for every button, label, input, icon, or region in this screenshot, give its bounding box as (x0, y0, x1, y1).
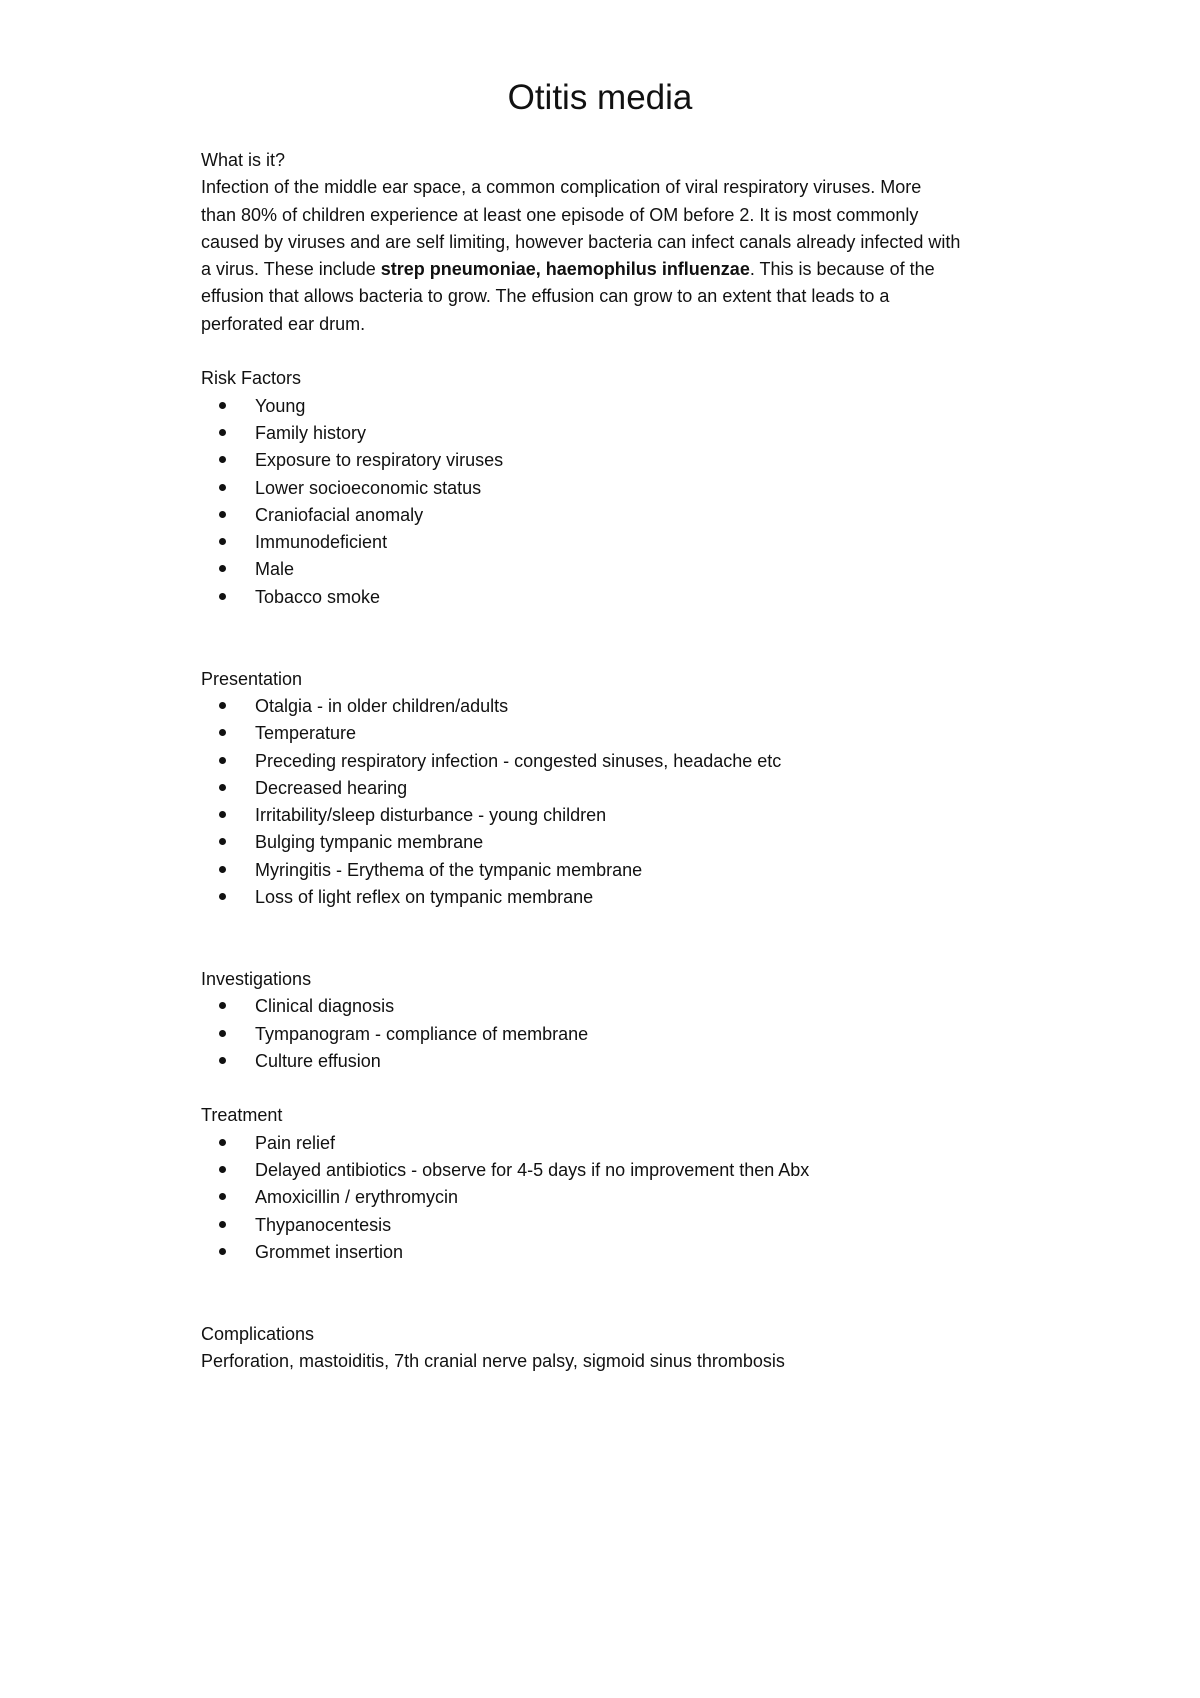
list-item-text: Immunodeficient (255, 532, 388, 553)
spacer (201, 1075, 1081, 1102)
bullet-icon (219, 866, 226, 873)
bullet-icon (219, 456, 226, 463)
document-body (201, 147, 1081, 1375)
bullet-icon (219, 1193, 226, 1200)
list-item (201, 884, 1081, 911)
list-item (201, 748, 1081, 775)
list-item (201, 1239, 1081, 1266)
bullet-icon (219, 1248, 226, 1255)
spacer (201, 911, 1081, 966)
list-item-text: Male (255, 559, 295, 580)
list-item-text: Culture effusion (255, 1050, 381, 1071)
line-text: effusion that allows bacteria to grow. The effusion can grow to an extent that leads to a (201, 286, 890, 307)
section-risk-factors (201, 365, 1081, 611)
line-text: than 80% of children experience at least one episode of OM before 2. It is most commonly (201, 204, 919, 225)
line-text: perforated ear drum. (201, 313, 366, 334)
list-item-text: Grommet insertion (255, 1241, 404, 1262)
list-item-text: Loss of light reflex on tympanic membrane (255, 887, 594, 908)
list-item (201, 475, 1081, 502)
complications-text: Perforation, mastoiditis, 7th cranial nerve palsy, sigmoid sinus thrombosis (201, 1351, 785, 1372)
list-item (201, 829, 1081, 856)
list-item (201, 775, 1081, 802)
bullet-icon (219, 811, 226, 818)
paragraph-line (201, 229, 1081, 256)
list-item-text: Preceding respiratory infection - congested sinuses, headache etc (255, 750, 782, 771)
list-item (201, 720, 1081, 747)
list-item-text: Delayed antibiotics - observe for 4-5 days if no improvement then Abx (255, 1159, 810, 1180)
list-item (201, 393, 1081, 420)
bullet-icon (219, 402, 226, 409)
section-heading: Complications (201, 1323, 315, 1344)
section-heading: Risk Factors (201, 368, 302, 389)
list-item-text: Decreased hearing (255, 777, 408, 798)
list-item (201, 802, 1081, 829)
list-item-text: Amoxicillin / erythromycin (255, 1187, 459, 1208)
line-text: . This is because of the (749, 259, 935, 280)
bullet-icon (219, 565, 226, 572)
bullet-icon (219, 784, 226, 791)
bullet-icon (219, 538, 226, 545)
section-heading: Presentation (201, 668, 303, 689)
paragraph-line (201, 174, 1081, 201)
list-item-text: Young (255, 395, 306, 416)
list-item-text: Bulging tympanic membrane (255, 832, 484, 853)
list-item-text: Tympanogram - compliance of membrane (255, 1023, 589, 1044)
section-complications (201, 1321, 1081, 1376)
list-item (201, 1048, 1081, 1075)
list-item (201, 993, 1081, 1020)
bullet-icon (219, 1221, 226, 1228)
bullet-icon (219, 1057, 226, 1064)
list-item (201, 556, 1081, 583)
bullet-icon (219, 1139, 226, 1146)
bullet-icon (219, 1166, 226, 1173)
page-title: Otitis media (507, 78, 693, 117)
list-item (201, 693, 1081, 720)
section-heading: Treatment (201, 1105, 283, 1126)
list-item-text: Thypanocentesis (255, 1214, 392, 1235)
bullet-icon (219, 484, 226, 491)
spacer (201, 1266, 1081, 1321)
presentation-list (201, 693, 1081, 911)
list-item-text: Myringitis - Erythema of the tympanic membrane (255, 859, 643, 880)
list-item (201, 857, 1081, 884)
bullet-icon (219, 702, 226, 709)
list-item (201, 1157, 1081, 1184)
list-item-text: Pain relief (255, 1132, 336, 1153)
bullet-icon (219, 511, 226, 518)
paragraph-line (201, 202, 1081, 229)
list-item (201, 447, 1081, 474)
list-item-text: Temperature (255, 723, 357, 744)
section-presentation (201, 666, 1081, 912)
paragraph-line (201, 283, 1081, 310)
bullet-icon (219, 729, 226, 736)
intro-paragraph (201, 174, 1081, 338)
bullet-icon (219, 893, 226, 900)
bullet-icon (219, 757, 226, 764)
list-item-text: Lower socioeconomic status (255, 477, 482, 498)
section-treatment (201, 1102, 1081, 1266)
risk-factors-list (201, 393, 1081, 611)
list-item (201, 1212, 1081, 1239)
line-text: Infection of the middle ear space, a common complication of viral respiratory viruses. More (201, 177, 922, 198)
section-heading: What is it? (201, 150, 286, 170)
spacer (201, 611, 1081, 666)
line-text: caused by viruses and are self limiting, however bacteria can infect canals already infected with (201, 231, 961, 252)
line-text: a virus. These include (201, 259, 381, 280)
section-investigations (201, 966, 1081, 1075)
spacer (201, 338, 1081, 365)
list-item-text: Tobacco smoke (255, 586, 381, 607)
bullet-icon (219, 429, 226, 436)
bold-pathogens: strep pneumoniae, haemophilus influenzae (380, 259, 750, 280)
list-item (201, 420, 1081, 447)
list-item-text: Craniofacial anomaly (255, 504, 424, 525)
paragraph-line (201, 311, 1081, 338)
list-item (201, 584, 1081, 611)
list-item-text: Family history (255, 422, 367, 443)
bullet-icon (219, 1030, 226, 1037)
treatment-list (201, 1130, 1081, 1266)
list-item (201, 1021, 1081, 1048)
section-what-is-it (201, 147, 1081, 338)
list-item-text: Exposure to respiratory viruses (255, 450, 504, 471)
list-item-text: Otalgia - in older children/adults (255, 695, 509, 716)
list-item-text: Clinical diagnosis (255, 996, 395, 1017)
paragraph-line (201, 256, 1081, 283)
list-item (201, 502, 1081, 529)
bullet-icon (219, 1002, 226, 1009)
list-item (201, 1130, 1081, 1157)
bullet-icon (219, 838, 226, 845)
list-item-text: Irritability/sleep disturbance - young children (255, 805, 607, 826)
list-item (201, 529, 1081, 556)
section-heading: Investigations (201, 968, 312, 989)
list-item (201, 1184, 1081, 1211)
investigations-list (201, 993, 1081, 1075)
bullet-icon (219, 593, 226, 600)
